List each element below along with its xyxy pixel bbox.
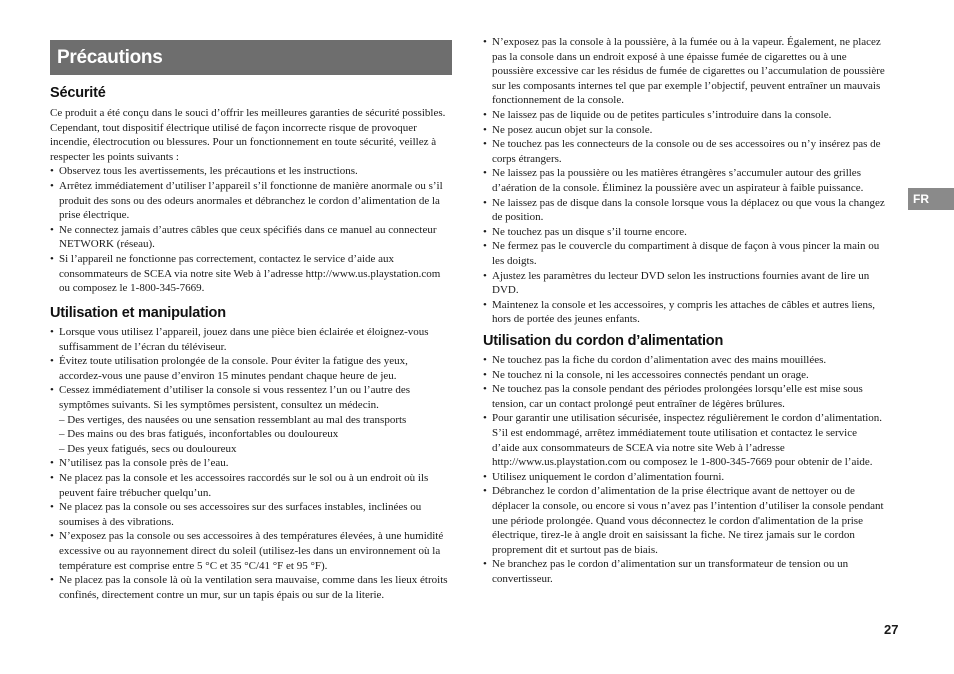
- list-subitem: – Des yeux fatigués, secs ou douloureux: [59, 442, 237, 455]
- list-item: • Pour garantir une utilisation sécurisée, inspectez régulièrement le cordon d’alimentation. S’il est endommagé, arrêtez immédiatement toute utilisation et contactez le service d’aide aux consommateurs de SCEA via notre site Web à l’adresse http://www.us.playstation.com ou composez le 1-800-345-7669 pour obtenir de l’aide.: [483, 411, 885, 469]
- list-item: • Évitez toute utilisation prolongée de la console. Pour éviter la fatigue des yeux, accordez-vous une pause d’environ 15 minutes pendant chaque heure de jeu.: [50, 354, 452, 383]
- list-item: • Ne touchez pas un disque s’il tourne encore.: [483, 225, 885, 240]
- heading-utilisation: Utilisation et manipulation: [50, 305, 226, 321]
- list-item: • Ne laissez pas de liquide ou de petites particules s’introduire dans la console.: [483, 108, 885, 123]
- list-item: • Cessez immédiatement d’utiliser la console si vous ressentez l’un ou l’autre des symptômes suivants. Si les symptômes persistent, consultez un médecin.: [50, 383, 452, 412]
- page-number: 27: [884, 622, 899, 637]
- list-item: • N’exposez pas la console ou ses accessoires à des températures élevées, à une humidité excessive ou au rayonnement direct du soleil (utilisez-les dans un environnement où la température est comprise entre 5 °C et 35 °C/41 °F et 95 °F).: [50, 529, 452, 573]
- page-title: Précautions: [57, 47, 163, 68]
- list-item: • N’exposez pas la console à la poussière, à la fumée ou à la vapeur. Également, ne placez pas la console dans un endroit exposé à une épaisse fumée de cigarettes ou à une poussière excessive car les résidus de fumée de cigarettes ou l’accumulation de poussière sur les composants internes tel que par exemple l’objectif, peuvent entraîner un mauvais fonctionnement de la console.: [483, 35, 885, 108]
- list-item: • Lorsque vous utilisez l’appareil, jouez dans une pièce bien éclairée et éloignez-vous suffisamment de l’écran du téléviseur.: [50, 325, 452, 354]
- list-subitem: – Des mains ou des bras fatigués, inconfortables ou douloureux: [59, 428, 339, 441]
- list-item: • Ne touchez pas la fiche du cordon d’alimentation avec des mains mouillées.: [483, 353, 885, 368]
- page-title-bar: [50, 40, 452, 75]
- securite-intro: Ce produit a été conçu dans le souci d’offrir les meilleures garanties de sécurité possibles. Cependant, tout dispositif électrique utilisé de façon incorrecte risque de provoquer incendie, électrocution ou blessures. Pour un fonctionnement en toute sécurité, veillez à respecter les points suivants :: [50, 107, 446, 163]
- list-item: • Ne posez aucun objet sur la console.: [483, 123, 885, 138]
- list-item: • Ne touchez pas la console pendant des périodes prolongées lorsqu’elle est mise sous tension, car un contact prolongé peut entraîner de légères brûlures.: [483, 382, 885, 411]
- list-subitem: – Des vertiges, des nausées ou une sensation ressemblant au mal des transports: [59, 413, 407, 426]
- utilisation-list: [50, 325, 452, 602]
- list-item: • Ne branchez pas le cordon d’alimentation sur un transformateur de tension ou un convertisseur.: [483, 557, 885, 586]
- list-item: • Ajustez les paramètres du lecteur DVD selon les instructions fournies avant de lire un DVD.: [483, 269, 885, 298]
- list-item: • Ne fermez pas le couvercle du compartiment à disque de façon à vous pincer la main ou les doigts.: [483, 239, 885, 268]
- list-item: • Ne laissez pas de disque dans la console lorsque vous la déplacez ou que vous la changez de position.: [483, 196, 885, 225]
- list-item: • Ne touchez pas les connecteurs de la console ou de ses accessoires ou n’y insérez pas de corps étrangers.: [483, 137, 885, 166]
- right-top-list: [483, 35, 885, 327]
- list-item: • Ne touchez ni la console, ni les accessoires connectés pendant un orage.: [483, 368, 885, 383]
- list-item: • N’utilisez pas la console près de l’eau.: [50, 456, 452, 471]
- securite-section: [50, 106, 452, 296]
- right-top-section: [483, 35, 885, 327]
- heading-cordon: Utilisation du cordon d’alimentation: [483, 333, 724, 349]
- heading-securite: Sécurité: [50, 85, 106, 101]
- list-item: • Observez tous les avertissements, les précautions et les instructions.: [50, 164, 452, 179]
- list-item: • Ne placez pas la console et les accessoires raccordés sur le sol ou à un endroit où ils peuvent faire trébucher quelqu’un.: [50, 471, 452, 500]
- cordon-list: [483, 353, 885, 587]
- language-tab-fr: FR: [908, 188, 954, 210]
- list-item: • Ne laissez pas la poussière ou les matières étrangères s’accumuler autour des grilles d’aération de la console. Éliminez la poussière avec un aspirateur à faible puissance.: [483, 166, 885, 195]
- list-item: • Ne connectez jamais d’autres câbles que ceux spécifiés dans ce manuel au connecteur NETWORK (réseau).: [50, 223, 452, 252]
- list-item: • Débranchez le cordon d’alimentation de la prise électrique avant de nettoyer ou de déplacer la console, ou encore si vous n’avez pas l’intention d’utiliser la console pendant une période prolongée. Quand vous déconnectez le cordon d'alimentation de la prise électrique, tirez-le à angle droit en saisissant la fiche. Ne tirez jamais sur le cordon proprement dit et surtout pas de biais.: [483, 484, 885, 557]
- utilisation-section: [50, 325, 452, 602]
- list-item: • Utilisez uniquement le cordon d’alimentation fourni.: [483, 470, 885, 485]
- list-item: • Si l’appareil ne fonctionne pas correctement, contactez le service d’aide aux consommateurs de SCEA via notre site Web à l’adresse http://www.us.playstation.com ou composez le 1-800-345-7669.: [50, 252, 452, 296]
- list-item: • Ne placez pas la console ou ses accessoires sur des surfaces instables, inclinées ou soumises à des vibrations.: [50, 500, 452, 529]
- list-item: • Arrêtez immédiatement d’utiliser l’appareil s’il fonctionne de manière anormale ou s’il produit des sons ou des odeurs anormales et débranchez le cordon d’alimentation de la prise électrique.: [50, 179, 452, 223]
- cordon-section: [483, 353, 885, 587]
- securite-list: [50, 164, 452, 295]
- list-item: • Maintenez la console et les accessoires, y compris les attaches de câbles et autres liens, hors de portée des jeunes enfants.: [483, 298, 885, 327]
- list-item: • Ne placez pas la console là où la ventilation sera mauvaise, comme dans les lieux étroits confinés, directement contre un mur, sur un tapis épais ou sur de la literie.: [50, 573, 452, 602]
